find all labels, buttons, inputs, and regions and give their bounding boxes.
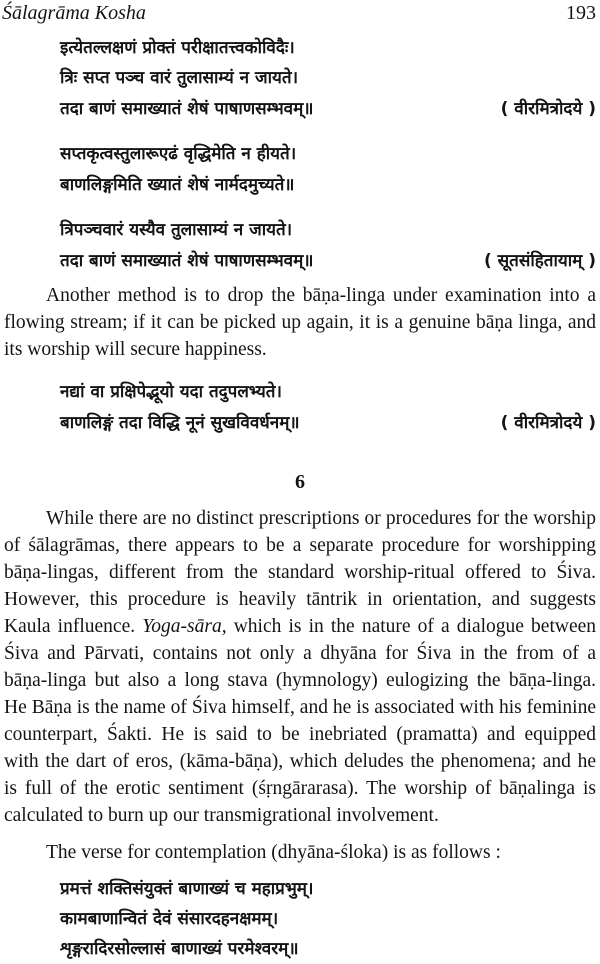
book-title-yoga-sara: Yoga-sāra, [142, 616, 227, 637]
paragraph-line: Another method is to drop the bāṇa-linga under examination into a [46, 285, 596, 306]
paragraph-3: The verse for contemplation (dhyāna-śloka) is as follows : [46, 842, 501, 863]
paragraph-line: of śālagrāmas, there appears to be a separate procedure for worshipping [4, 535, 596, 556]
paragraph-line: is full of the erotic sentiment (śṛngārarasa). The worship of bāṇalinga is [4, 778, 596, 799]
paragraph-text: Kaula influence. [4, 616, 136, 637]
paragraph-line: However, this procedure is heavily tāntrik in orientation, and suggests [4, 589, 596, 610]
paragraph-line: bāṇa-lingas, different from the standard worship-ritual offered to Śiva. [4, 562, 596, 583]
verse-line: तदा बाणं समाख्यातं शेषं पाषाणसम्भवम्॥ [60, 251, 314, 271]
verse-line: नद्यां वा प्रक्षिपेद्भूयो यदा तदुपलभ्यते। [60, 382, 282, 402]
page-number: 193 [566, 2, 596, 24]
verse-line: प्रमत्तं शक्तिसंयुक्तं बाणाख्यं च महाप्रभुम्। [60, 879, 314, 899]
verse-line: तदा बाणं समाख्यातं शेषं पाषाणसम्भवम्॥ [60, 99, 314, 119]
paragraph-line: its worship will secure happiness. [4, 339, 267, 360]
paragraph-text: which is in the nature of a dialogue between [233, 616, 597, 637]
section-number: 6 [295, 471, 305, 493]
verse-line: सप्तकृत्वस्तुलारूएढं वृद्धिमेति न हीयते। [60, 144, 297, 164]
paragraph-line [4, 614, 596, 640]
paragraph-line: with the dart of eros, (kāma-bāṇa), which deludes the phenomena; and he [4, 751, 596, 772]
verse-source-citation: ( वीरमित्रोदये ) [500, 413, 596, 433]
verse-line: शृङ्गरादिरसोल्लासं बाणाख्यं परमेश्वरम्॥ [60, 939, 299, 959]
paragraph-line: He Bāṇa is the name of Śiva himself, and he is associated with his feminine [4, 697, 596, 718]
paragraph-line: flowing stream; if it can be picked up again, it is a genuine bāṇa linga, and [4, 312, 596, 333]
verse-source-citation: ( सूतसंहितायाम् ) [483, 251, 596, 271]
paragraph-line: While there are no distinct prescriptions or procedures for the worship [46, 508, 596, 529]
verse-line: त्रिः सप्त पञ्च वारं तुलासाम्यं न जायते। [60, 68, 299, 88]
verse-source-citation: ( वीरमित्रोदये ) [500, 99, 596, 119]
paragraph-line: calculated to burn up our transmigrational involvement. [4, 805, 439, 826]
paragraph-line: Śiva and Pārvati, contains not only a dhyāna for Śiva in the from of a [4, 643, 596, 664]
verse-line: इत्येतल्लक्षणं प्रोक्तं परीक्षातत्त्वकोविदैः। [60, 38, 295, 58]
verse-line: कामबाणान्वितं देवं संसारदहनक्षमम्। [60, 909, 279, 929]
verse-line: त्रिपञ्चवारं यस्यैव तुलासाम्यं न जायते। [60, 220, 293, 240]
running-title: Śālagrāma Kosha [2, 2, 146, 24]
paragraph-line: bāṇa-linga but also a long stava (hymnology) eulogizing the bāṇa-linga. [4, 670, 596, 691]
paragraph-line: counterpart, Śakti. He is said to be inebriated (pramatta) and equipped [4, 724, 596, 745]
verse-line: बाणलिङ्गं तदा विद्धि नूनं सुखविवर्धनम्॥ [60, 413, 300, 433]
verse-line: बाणलिङ्गमिति ख्यातं शेषं नार्मदमुच्यते॥ [60, 175, 295, 195]
